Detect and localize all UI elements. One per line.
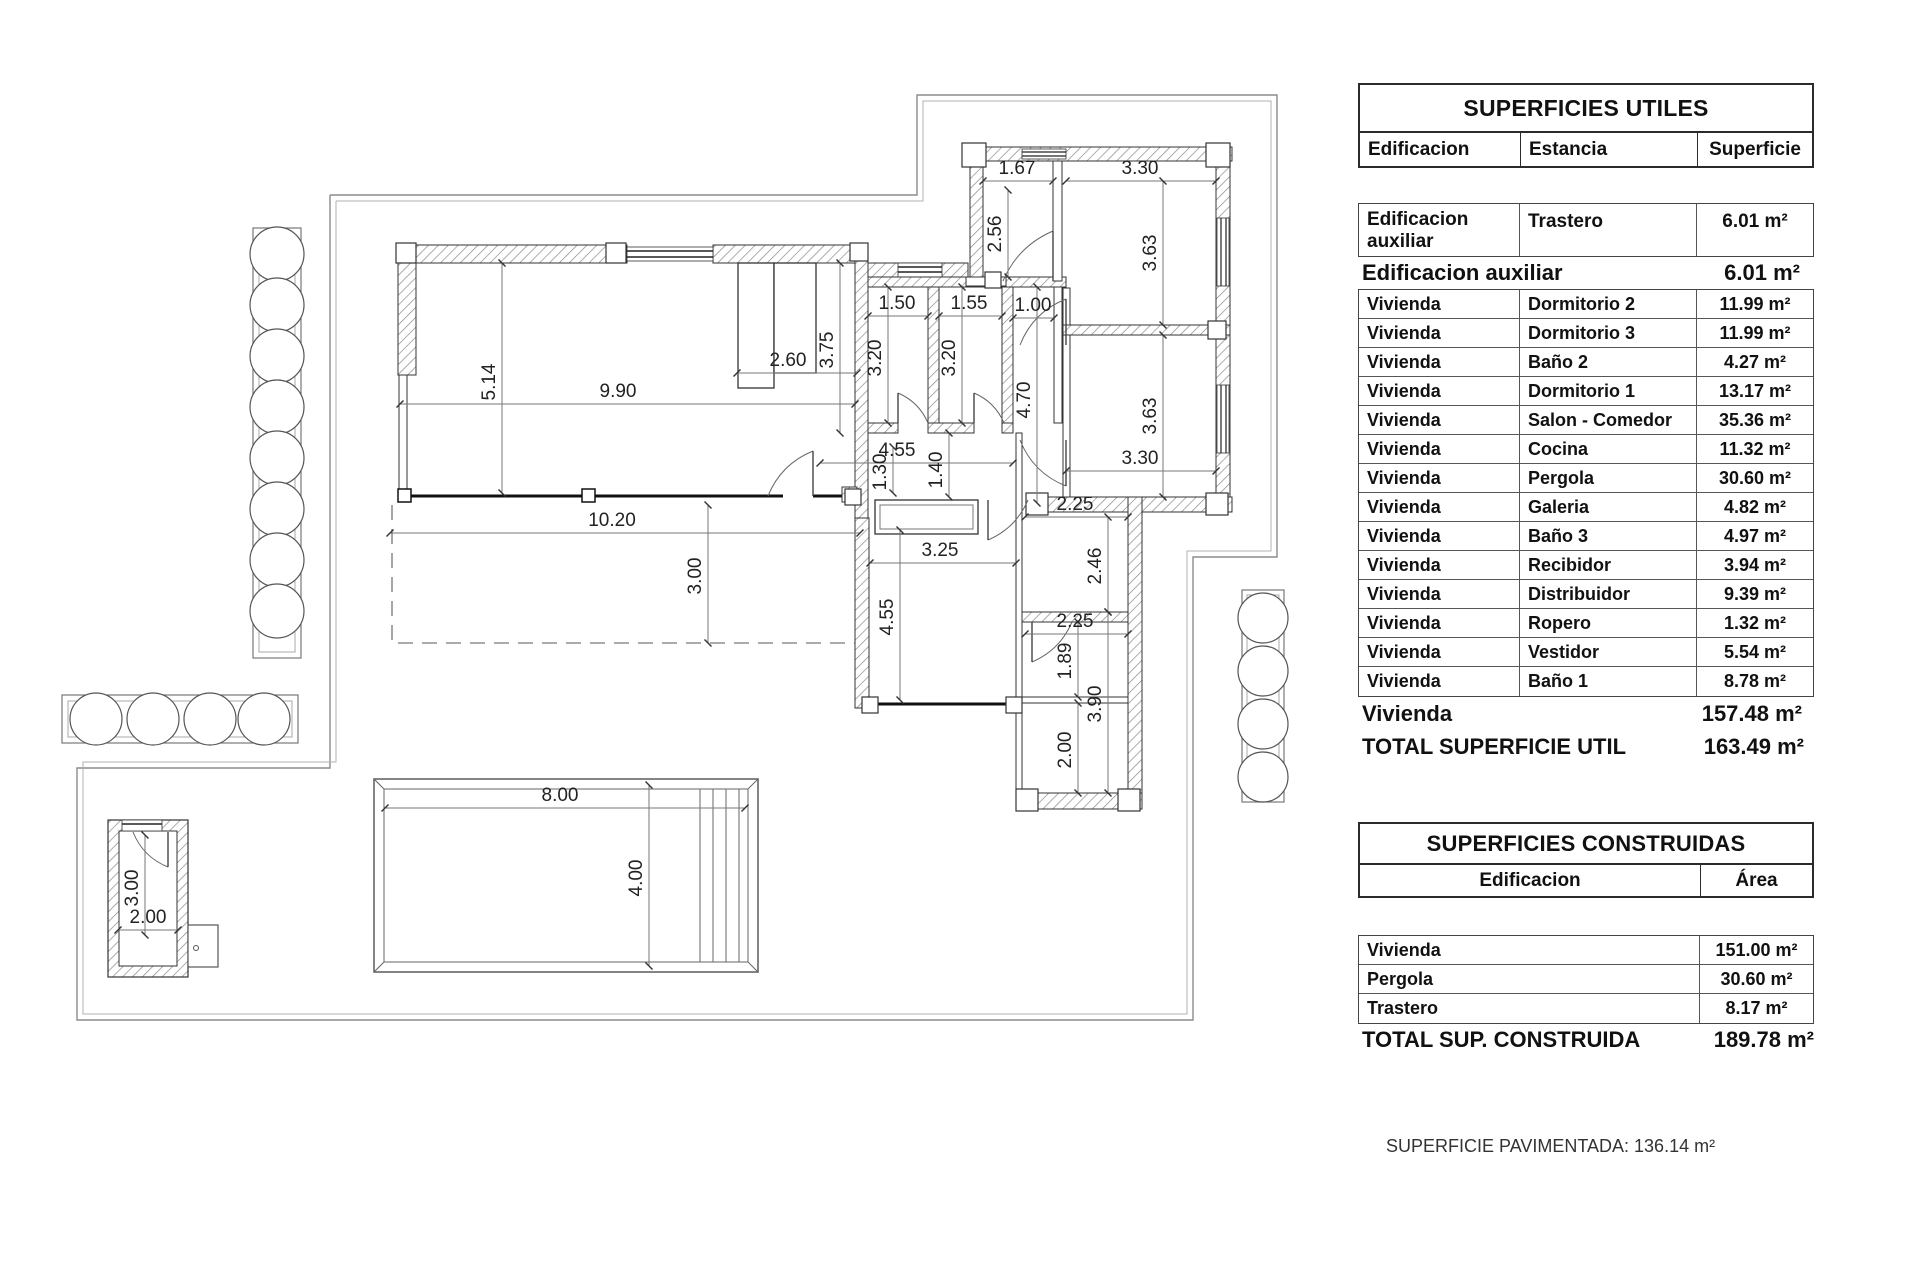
table-superficies-construidas xyxy=(1358,822,1814,1055)
dim-label: 9.90 xyxy=(599,381,637,402)
dormitorio2-window xyxy=(1217,218,1229,286)
table-row: Trastero 8.17 m² xyxy=(1359,994,1813,1023)
tree-row-bottom xyxy=(62,693,298,745)
trastero-annex xyxy=(188,925,218,967)
column-header-edificacion: Edificacion xyxy=(1479,869,1581,891)
table-utiles-title: SUPERFICIES UTILES xyxy=(1358,83,1814,133)
dim-label: 3.30 xyxy=(1121,158,1159,179)
dim-label: 1.40 xyxy=(926,451,947,489)
dim-label: 3.63 xyxy=(1140,397,1161,435)
vivienda-rows xyxy=(1358,289,1814,697)
table-row: Vivienda Dormitorio 2 11.99 m² xyxy=(1359,290,1813,319)
table-utiles-header xyxy=(1358,133,1814,168)
dim-label: 1.67 xyxy=(998,158,1036,179)
dim-label: 2.00 xyxy=(1055,731,1076,769)
table-row: Vivienda Vestidor 5.54 m² xyxy=(1359,638,1813,667)
total-sup-construida: TOTAL SUP. CONSTRUIDA 189.78 m² xyxy=(1362,1026,1814,1052)
tree-row-left xyxy=(250,227,304,658)
table-row: Vivienda Baño 1 8.78 m² xyxy=(1359,667,1813,696)
vivienda-subtotal: Vivienda 157.48 m² xyxy=(1362,700,1802,726)
construidas-rows xyxy=(1358,935,1814,1024)
aux-subtotal: Edificacion auxiliar 6.01 m² xyxy=(1362,260,1800,285)
dim-label: 1.00 xyxy=(1014,295,1052,316)
dim-label: 4.00 xyxy=(626,859,647,897)
pergola-post xyxy=(398,489,411,502)
table-construidas-header xyxy=(1358,865,1814,898)
table-row: Vivienda Recibidor 3.94 m² xyxy=(1359,551,1813,580)
table-superficies-utiles xyxy=(1358,83,1814,764)
table-row: Vivienda Baño 2 4.27 m² xyxy=(1359,348,1813,377)
column-header-edificacion: Edificacion xyxy=(1368,138,1470,160)
paved-surface-note: SUPERFICIE PAVIMENTADA: 136.14 m² xyxy=(1386,1136,1716,1156)
dim-label: 3.20 xyxy=(865,339,886,377)
table-row: Vivienda Dormitorio 1 13.17 m² xyxy=(1359,377,1813,406)
dim-label: 3.25 xyxy=(921,540,959,561)
pergola-post xyxy=(582,489,595,502)
dim-label: 3.90 xyxy=(1085,685,1106,723)
total-superficie-util: TOTAL SUPERFICIE UTIL 163.49 m² xyxy=(1362,734,1804,759)
dim-label: 3.00 xyxy=(122,869,143,907)
dim-label: 3.00 xyxy=(685,557,706,595)
dim-label: 1.55 xyxy=(950,293,988,314)
tree-row-right xyxy=(1238,590,1288,802)
dim-label: 5.14 xyxy=(479,363,500,401)
column-header-superficie: Superficie xyxy=(1697,133,1812,166)
table-row: Vivienda Salon - Comedor 35.36 m² xyxy=(1359,406,1813,435)
dim-label: 8.00 xyxy=(541,785,579,806)
dim-label: 2.60 xyxy=(769,350,807,371)
dim-label: 3.63 xyxy=(1140,234,1161,272)
table-row: Vivienda Cocina 11.32 m² xyxy=(1359,435,1813,464)
table-row: Pergola 30.60 m² xyxy=(1359,965,1813,994)
dim-label: 1.50 xyxy=(878,293,916,314)
dim-label: 3.20 xyxy=(939,339,960,377)
dim-label: 3.30 xyxy=(1121,448,1159,469)
dim-label: 4.55 xyxy=(877,598,898,636)
dim-label: 2.00 xyxy=(129,907,167,928)
main-building-walls xyxy=(398,147,1232,809)
dim-label: 4.55 xyxy=(878,440,916,461)
table-row: Vivienda Ropero 1.32 m² xyxy=(1359,609,1813,638)
table-row: Vivienda Distribuidor 9.39 m² xyxy=(1359,580,1813,609)
dim-label: 1.30 xyxy=(870,453,891,491)
table-row: Vivienda 151.00 m² xyxy=(1359,936,1813,965)
column-header-estancia: Estancia xyxy=(1520,133,1697,166)
dim-label: 10.20 xyxy=(588,510,636,531)
dim-label: 3.75 xyxy=(817,331,838,369)
dormitorio1-window xyxy=(1217,385,1229,453)
table-row: Vivienda Baño 3 4.97 m² xyxy=(1359,522,1813,551)
trastero-window xyxy=(122,820,162,831)
dim-label: 2.25 xyxy=(1056,611,1094,632)
table-row: Vivienda Dormitorio 3 11.99 m² xyxy=(1359,319,1813,348)
table-row-aux: Edificacion auxiliar Trastero 6.01 m² xyxy=(1358,203,1814,257)
table-row: Vivienda Galeria 4.82 m² xyxy=(1359,493,1813,522)
table-construidas-title: SUPERFICIES CONSTRUIDAS xyxy=(1358,822,1814,865)
dim-label: 4.70 xyxy=(1014,381,1035,419)
dim-label: 2.46 xyxy=(1085,547,1106,585)
dim-label: 1.89 xyxy=(1055,642,1076,680)
dim-label: 2.25 xyxy=(1056,494,1094,515)
dim-label: 2.56 xyxy=(985,215,1006,253)
kitchen-window xyxy=(898,263,942,277)
column-header-area: Área xyxy=(1700,865,1812,896)
salon-window xyxy=(627,247,713,261)
table-row: Vivienda Pergola 30.60 m² xyxy=(1359,464,1813,493)
